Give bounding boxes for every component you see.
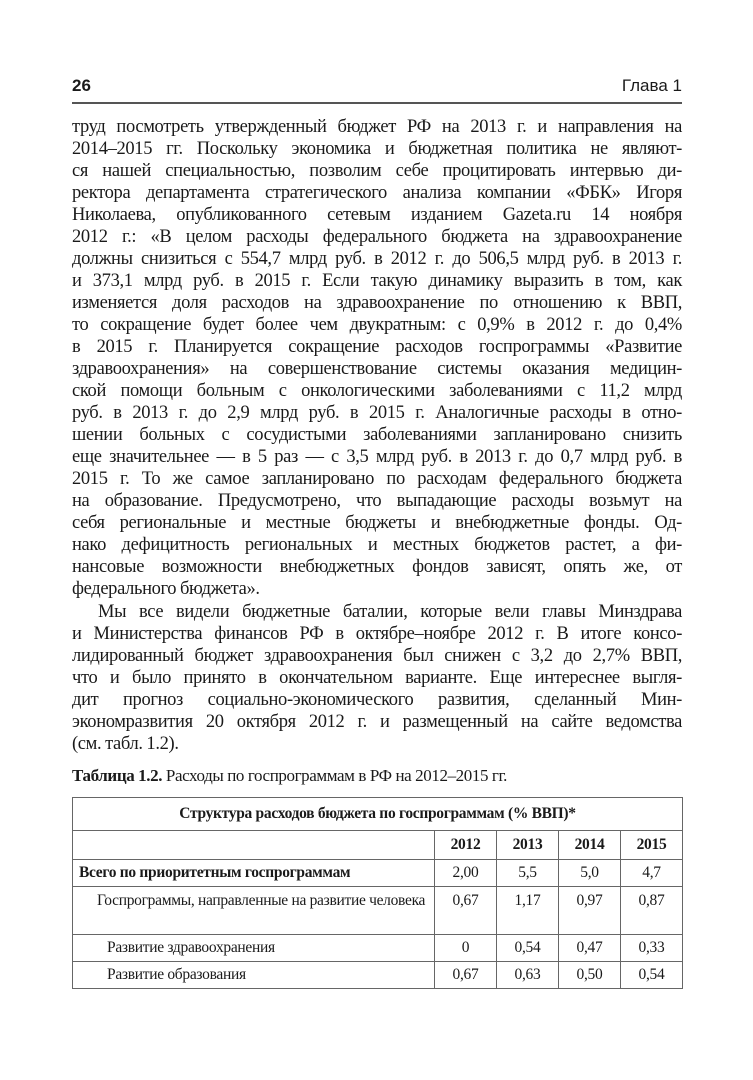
cell: 0,54: [621, 962, 683, 989]
text-line: должны снизиться с 554,7 млрд руб. в 2012 г. до 506,5 млрд руб. в 2013 г.: [72, 249, 682, 269]
cell: 0,50: [559, 962, 621, 989]
text-line: Мы все видели бюджетные баталии, которые вели главы Минздрава: [98, 602, 682, 622]
text-line: еще значительнее — в 5 раз — с 3,5 млрд руб. в 2013 г. до 0,7 млрд руб. в: [72, 447, 682, 467]
cell: 4,7: [621, 860, 683, 887]
text-line: ректора департамента стратегического анализа компании «ФБК» Игоря: [72, 183, 682, 203]
row-label: Развитие здравоохранения: [73, 935, 435, 962]
text-line: себя региональные и местные бюджеты и внебюджетные фонды. Од-: [72, 513, 682, 533]
table-caption-label: Таблица 1.2.: [72, 766, 163, 785]
cell: 0,67: [435, 962, 497, 989]
text-line: то сокращение будет более чем двукратным: с 0,9% в 2012 г. до 0,4%: [72, 315, 682, 335]
year-header: 2015: [621, 831, 683, 860]
text-line: изменяется доля расходов на здравоохранение по отношению к ВВП,: [72, 293, 682, 313]
cell: 0,47: [559, 935, 621, 962]
text-line: федерального бюджета».: [72, 579, 260, 599]
cell: 5,0: [559, 860, 621, 887]
text-line: (см. табл. 1.2).: [72, 734, 179, 754]
text-line: нако дефицитность региональных и местных бюджетов растет, а фи-: [72, 535, 682, 555]
text-line: лидированный бюджет здравоохранения был снижен с 3,2 до 2,7% ВВП,: [72, 646, 682, 666]
text-line: труд посмотреть утвержденный бюджет РФ на 2013 г. и направления на: [72, 117, 682, 137]
text-line: на образование. Предусмотрено, что выпадающие расходы возьмут на: [72, 491, 682, 511]
text-line: здравоохранения» на совершенствование системы оказания медицин-: [72, 359, 682, 379]
text-line: дит прогноз социально-экономического развития, сделанный Мин-: [72, 690, 682, 710]
text-line: шении больных с сосудистыми заболеваниями запланировано снизить: [72, 425, 682, 445]
cell: 0,63: [497, 962, 559, 989]
cell: 0,97: [559, 887, 621, 935]
text-line: ся нашей специальностью, позволим себе процитировать интервью ди-: [72, 161, 682, 181]
chapter-title: Глава 1: [621, 76, 682, 95]
text-line: в 2015 г. Планируется сокращение расходов госпрограммы «Развитие: [72, 337, 682, 357]
year-header: 2014: [559, 831, 621, 860]
text-line: 2015 г. То же самое запланировано по расходам федерального бюджета: [72, 469, 682, 489]
cell: 0,33: [621, 935, 683, 962]
text-line: нансовые возможности внебюджетных фондов зависят, опять же, от: [72, 557, 682, 577]
cell: 0: [435, 935, 497, 962]
table-row: [73, 962, 683, 989]
text-line: и 373,1 млрд руб. в 2015 г. Если такую динамику выразить в том, как: [72, 271, 682, 291]
text-line: и Министерства финансов РФ в октябре–ноябре 2012 г. В итоге консо-: [72, 624, 682, 644]
year-header: 2013: [497, 831, 559, 860]
text-line: Николаева, опубликованного сетевым изданием Gazeta.ru 14 ноября: [72, 205, 682, 225]
table-row: [73, 935, 683, 962]
paragraph-1: [72, 116, 682, 600]
table-row: [73, 860, 683, 887]
row-label: Всего по приоритетным госпрограммам: [73, 860, 435, 887]
cell: 2,00: [435, 860, 497, 887]
running-header: [72, 76, 682, 104]
cell: 0,67: [435, 887, 497, 935]
page-number: 26: [72, 76, 91, 95]
budget-table: [72, 797, 683, 989]
text-line: руб. в 2013 г. до 2,9 млрд руб. в 2015 г. Аналогичные расходы в отно-: [72, 403, 682, 423]
row-label: Госпрограммы, направленные на развитие человека: [73, 887, 435, 935]
table-caption-text: Расходы по госпрограммам в РФ на 2012–2015 гг.: [162, 766, 508, 785]
text-line: ской помощи больным с онкологическими заболеваниями с 11,2 млрд: [72, 381, 682, 401]
cell: 1,17: [497, 887, 559, 935]
table-caption: [72, 766, 507, 786]
text-line: 2012 г.: «В целом расходы федерального бюджета на здравоохранение: [72, 227, 682, 247]
year-header: 2012: [435, 831, 497, 860]
cell: 0,87: [621, 887, 683, 935]
text-line: что и было принято в окончательном варианте. Еще интереснее выгля-: [72, 668, 682, 688]
paragraph-2: [72, 601, 682, 755]
text-line: экономразвития 20 октября 2012 г. и размещенный на сайте ведомства: [72, 712, 682, 732]
text-line: 2014–2015 гг. Поскольку экономика и бюджетная политика не являют-: [72, 139, 682, 159]
row-label: Развитие образования: [73, 962, 435, 989]
cell: 5,5: [497, 860, 559, 887]
table-title: Структура расходов бюджета по госпрограммам (% ВВП)*: [73, 798, 683, 831]
table-row: [73, 887, 683, 935]
cell: 0,54: [497, 935, 559, 962]
header-empty-cell: [73, 831, 435, 860]
